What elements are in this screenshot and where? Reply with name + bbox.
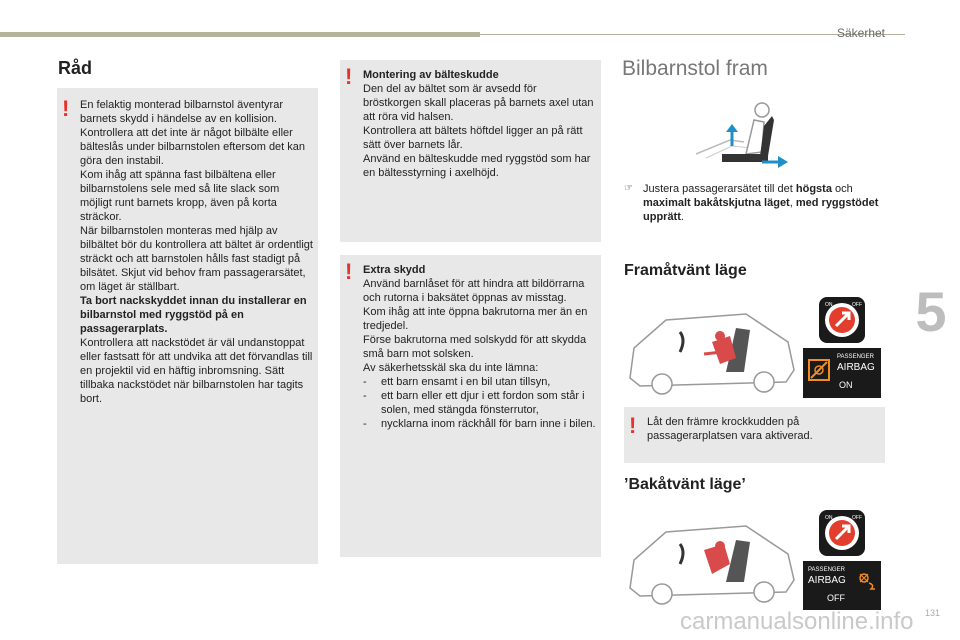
section-label: Säkerhet [836,26,885,40]
booster-paragraph: Den del av bältet som är avsedd för bröstkorgen skall placeras på barnets axel utan att röra vid halsen. [363,83,594,123]
extra-paragraph: Av säkerhetsskäl ska du inte lämna: [363,362,539,374]
extra-paragraph: Kom ihåg att inte öppna bakrutorna mer än en tredjedel. [363,306,588,332]
warning-icon: ! [345,259,353,284]
booster-paragraph: Använd en bälteskudde med ryggstöd som har en bältesstyrning i axelhöjd. [363,153,591,179]
advice-paragraph: Kontrollera att nackstödet är väl undanstoppat eller fastsatt för att undvika att det förvandlas till en projektil vid en häftig inbromsning. Sätt tillbaka nackstödet när bilbarnstolen har tagits bort. [80,337,313,405]
forward-note-box [624,407,885,463]
seat-adjust-illustration [692,96,792,168]
advice-paragraph: Kontrollera att det inte är något bilbälte eller bälteslås under bilbarnstolen eftersom det kan göra den instabil. [80,127,306,167]
airbag-passenger-label: PASSENGER [837,354,874,360]
warning-icon: ! [62,96,70,121]
advice-paragraph: En felaktig monterad bilbarnstol äventyrar barnets skydd i händelse av en kollision. [80,99,283,125]
page-number: 131 [924,608,940,618]
rearward-title: ’Bakåtvänt läge’ [624,476,746,493]
right-title: Bilbarnstol fram [622,57,768,80]
airbag-warning-icon [807,358,831,382]
forward-note: Låt den främre krockkudden på passagerarplatsen vara aktiverad. [647,416,813,442]
advice-paragraph: Kom ihåg att spänna fast bilbältena eller bilbarnstolens sele med så lite slack som möjligt runt barnets kropp, även på korta sträckor. [80,169,280,223]
airbag-passenger-label: PASSENGER [808,567,845,573]
advice-paragraph-bold: Ta bort nackskyddet innan du installerar en bilbarnstol med ryggstöd på en passagerarplats. [80,295,307,335]
warning-icon: ! [345,64,353,89]
watermark: carmanualsonline.info [680,608,914,635]
advice-box [57,88,318,564]
seat-instruction: ☞ Justera passagerarsätet till det högsta och maximalt bakåtskjutna läget, med ryggstödet upprätt. [624,183,879,223]
forward-title: Framåtvänt läge [624,262,747,279]
chapter-tab [902,270,960,352]
rearward-facing-car-illustration [626,520,798,610]
advice-paragraph: När bilbarnstolen monteras med hjälp av bilbältet bör du kontrollera att bältet är ordentligt sträckt och att barnstolen hålls fast stadigt på bilsätet. Skjut vid behov fram passagerarsätet, om läget är ställbart. [80,225,313,293]
list-item: - ett barn ensamt i en bil utan tillsyn, [363,376,551,388]
list-item: - ett barn eller ett djur i ett fordon som står i solen, med stängda fönsterrutor, [363,390,585,416]
forward-facing-car-illustration [626,308,798,400]
badge-off-label: OFF [852,515,862,521]
warning-icon: ! [629,413,637,438]
chapter-number: 5 [915,279,947,343]
airbag-on-display [803,348,881,398]
left-title: Råd [58,58,93,78]
badge-on-label: ON [825,302,833,308]
badge-off-label: OFF [852,302,862,308]
booster-paragraph: Kontrollera att bältets höftdel ligger an på rätt sätt över barnets lår. [363,125,583,151]
advice-text [80,98,314,406]
airbag-on-off-badge [818,509,866,557]
airbag-state-off: OFF [827,593,845,603]
airbag-off-warning-icon [857,571,877,591]
extra-protection-box [340,255,601,557]
extra-paragraph: Förse bakrutorna med solskydd för att skydda små barn mot solsken. [363,334,587,360]
extra-paragraph: Använd barnlåset för att hindra att bildörrarna och rutorna i baksätet öppnas av misstag. [363,278,585,304]
bullet-icon: ☞ [624,183,633,194]
airbag-label: AIRBAG [837,362,875,373]
header-bar [0,32,480,37]
list-item: - nycklarna inom räckhåll för barn inne i bilen. [363,418,596,430]
booster-heading: Montering av bälteskudde [363,69,499,81]
booster-box [340,60,601,242]
airbag-label: AIRBAG [808,575,846,586]
airbag-on-off-badge [818,296,866,344]
airbag-off-display [803,561,881,610]
extra-heading: Extra skydd [363,264,426,276]
airbag-state-on: ON [839,380,853,390]
badge-on-label: ON [825,515,833,521]
